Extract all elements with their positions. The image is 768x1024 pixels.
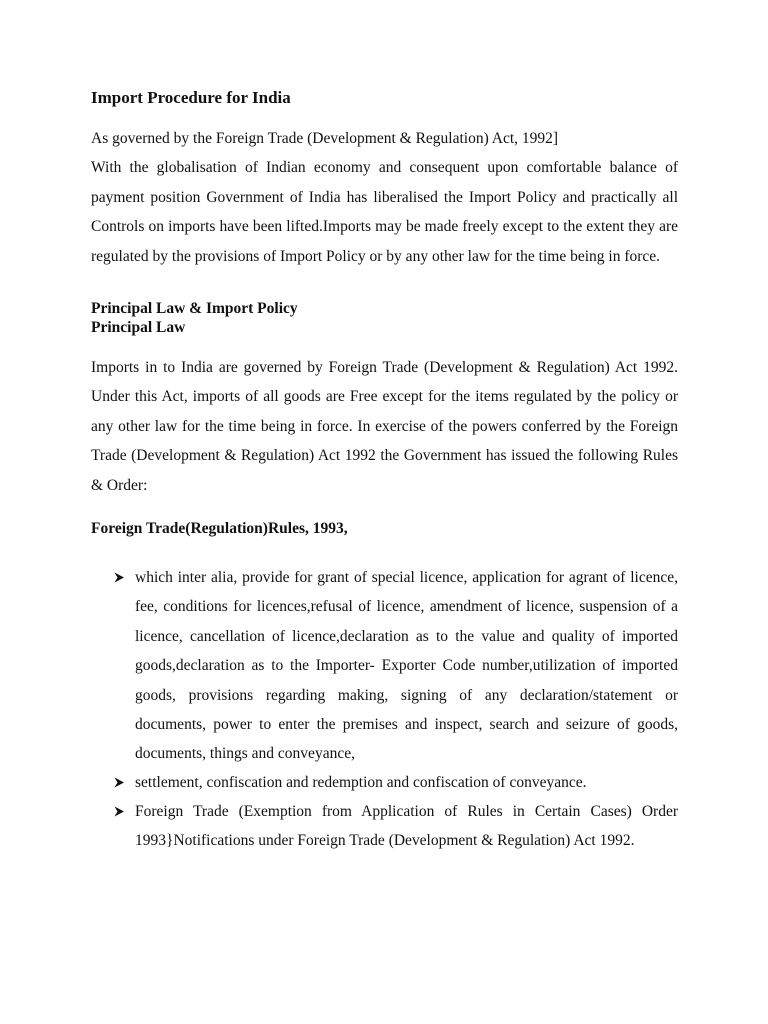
list-item <box>113 563 678 769</box>
list-item <box>113 797 678 856</box>
intro-body-text: With the globalisation of Indian economy and consequent upon comfortable balance of payment position Government of India has liberalised the Import Policy and practically all Controls on imports have been lifted.Imports may be made freely except to the extent they are regulated by the provisions of Import Policy or by any other law for the time being in force. <box>91 159 678 265</box>
document-title: Import Procedure for India <box>91 88 291 107</box>
arrowhead-bullet-icon <box>113 563 127 592</box>
heading-principal-law: Principal Law <box>91 319 186 336</box>
heading-principal-law-import-policy: Principal Law & Import Policy <box>91 300 298 317</box>
list-item <box>113 768 678 797</box>
list-item-text: Foreign Trade (Exemption from Application of Rules in Certain Cases) Order 1993}Notifications under Foreign Trade (Development & Regulation) Act 1992. <box>135 803 678 850</box>
principal-law-paragraph: Imports in to India are governed by Foreign Trade (Development & Regulation) Act 1992. Under this Act, imports of all goods are Free except for the items regulated by the policy or any other law for the time being in force. In exercise of the powers conferred by the Foreign Trade (Development & Regulation) Act 1992 the Government has issued the following Rules & Order: <box>91 359 678 494</box>
list-item-text: settlement, confiscation and redemption and confiscation of conveyance. <box>135 774 587 791</box>
intro-lead-line: As governed by the Foreign Trade (Development & Regulation) Act, 1992] <box>91 130 559 147</box>
arrowhead-bullet-icon <box>113 768 127 797</box>
arrowhead-bullet-icon <box>113 797 127 826</box>
intro-paragraph <box>91 124 678 271</box>
list-item-text: which inter alia, provide for grant of special licence, application for agrant of licence, fee, conditions for licences,refusal of licence, amendment of licence, suspension of a licence, cancellation of licence,declaration as to the value and quality of imported goods,declaration as to the Importer- Exporter Code number,utilization of imported goods, provisions regarding making, signing of any declaration/statement or documents, power to enter the premises and inspect, search and seizure of goods, documents, things and conveyance, <box>135 569 678 763</box>
heading-foreign-trade-rules: Foreign Trade(Regulation)Rules, 1993, <box>91 520 348 537</box>
